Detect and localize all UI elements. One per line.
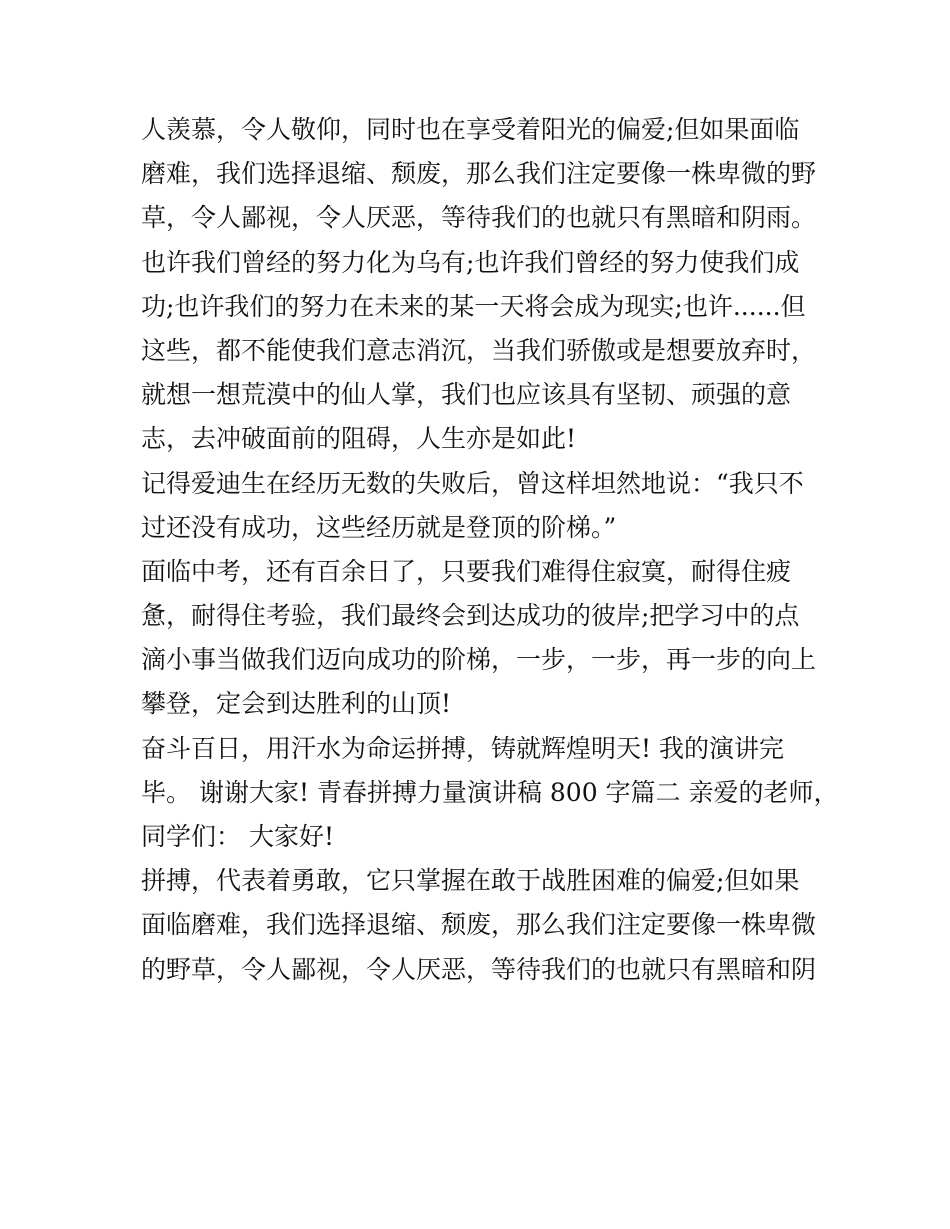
text-line: 面临中考，还有百余日了，只要我们难得住寂寞，耐得住疲 xyxy=(141,556,792,586)
text-line: 人羡慕，令人敬仰，同时也在享受着阳光的偏爱;但如果面临 xyxy=(141,115,800,144)
body-text xyxy=(141,108,839,992)
text-line: 过还没有成功，这些经历就是登顶的阶梯。” xyxy=(141,512,617,542)
text-line: 这些，都不能使我们意志消沉，当我们骄傲或是想要放弃时， xyxy=(141,335,817,365)
text-line: 记得爱迪生在经历无数的失败后，曾这样坦然地说：“我只不 xyxy=(141,468,804,498)
text-line: 惫，耐得住考验，我们最终会到达成功的彼岸;把学习中的点 xyxy=(141,601,800,631)
text-line: 拼搏，代表着勇敢，它只掌握在敢于战胜困难的偏爱;但如果 xyxy=(141,866,800,896)
text-line: 磨难，我们选择退缩、颓废，那么我们注定要像一株卑微的野 xyxy=(141,159,817,189)
text-line: 攀登，定会到达胜利的山顶! xyxy=(141,689,452,719)
text-line: 功;也许我们的努力在未来的某一天将会成为现实;也许......但 xyxy=(141,291,806,321)
text-line: 同学们： 大家好! xyxy=(141,822,334,851)
text-line: 面临磨难，我们选择退缩、颓废，那么我们注定要像一株卑微 xyxy=(141,910,817,940)
text-line: 草，令人鄙视，令人厌恶，等待我们的也就只有黑暗和阴雨。 xyxy=(141,203,817,233)
text-line: 志，去冲破面前的阻碍，人生亦是如此! xyxy=(141,424,577,454)
text-line: 奋斗百日，用汗水为命运拼搏，铸就辉煌明天! 我的演讲完 xyxy=(141,733,784,763)
text-line: 毕。 谢谢大家! 青春拼搏力量演讲稿 800 字篇二 亲爱的老师， xyxy=(141,777,839,807)
text-line: 的野草，令人鄙视，令人厌恶，等待我们的也就只有黑暗和阴 xyxy=(141,954,817,984)
text-line: 就想一想荒漠中的仙人掌，我们也应该具有坚韧、顽强的意 xyxy=(141,380,792,410)
text-line: 也许我们曾经的努力化为乌有;也许我们曾经的努力使我们成 xyxy=(141,247,800,277)
text-line: 滴小事当做我们迈向成功的阶梯，一步，一步，再一步的向上 xyxy=(141,645,817,675)
